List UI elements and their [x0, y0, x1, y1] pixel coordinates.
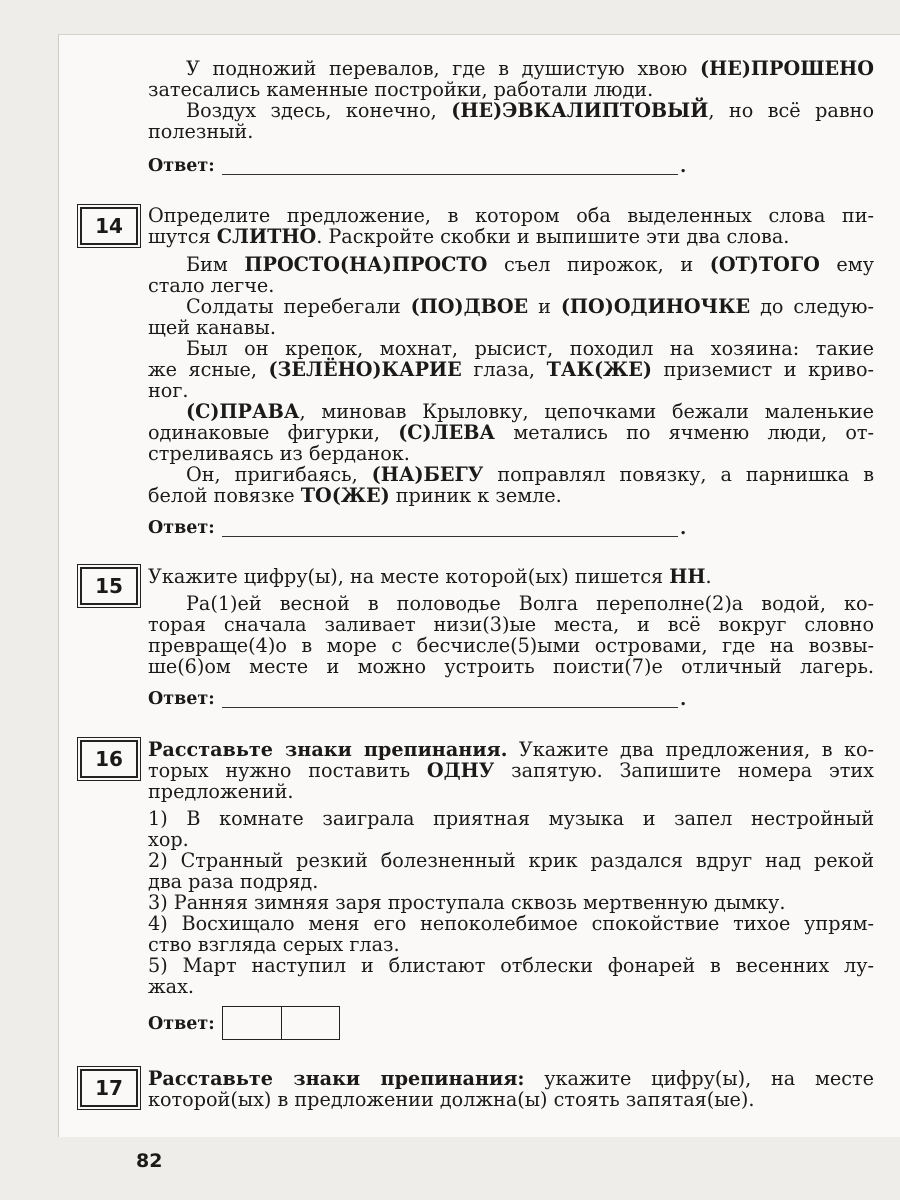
- q16-task-line-2: торых нужно поставить ОДНУ запятую. Запишите номера этих: [148, 759, 874, 782]
- q14-sentence-1-line-2: стало легче.: [148, 274, 275, 297]
- q15-answer-line[interactable]: [222, 707, 678, 708]
- q14-task-line-1: Определите предложение, в котором оба выделенных слова пи-: [148, 204, 874, 227]
- page-number: 82: [136, 1150, 163, 1172]
- q15-answer-label: Ответ:: [148, 689, 215, 709]
- question-16-number-box: 16: [80, 740, 138, 778]
- q13-answer-label: Ответ:: [148, 156, 215, 176]
- q14-sentence-1-line-1: Бим ПРОСТО(НА)ПРОСТО съел пирожок, и (ОТ)ТОГО ему: [186, 253, 875, 276]
- q15-text-line-4: ше(6)ом месте и можно устроить поисти(7)е отличный лагерь.: [148, 655, 874, 678]
- q16-option-4-line-2: ство взгляда серых глаз.: [148, 933, 400, 956]
- q14-answer-line[interactable]: [222, 536, 678, 537]
- q16-option-5-line-1: 5) Март наступил и блистают отблески фонарей в весенних лу-: [148, 954, 874, 977]
- q15-answer-period: .: [680, 689, 687, 710]
- question-14-number-box: 14: [80, 207, 138, 245]
- q13-answer-period: .: [680, 156, 687, 177]
- q15-text-line-3: превраще(4)о в море с бесчисле(5)ыми островами, где на возвы-: [148, 634, 874, 657]
- q14-sentence-3-line-2: же ясные, (ЗЕЛЁНО)КАРИЕ глаза, ТАК(ЖЕ) приземист и криво-: [148, 358, 874, 381]
- q17-task-line-1: Расставьте знаки препинания: укажите цифру(ы), на месте: [148, 1067, 875, 1090]
- q16-option-2-line-1: 2) Странный резкий болезненный крик раздался вдруг над рекой: [148, 849, 874, 872]
- q14-sentence-5-line-1: Он, пригибаясь, (НА)БЕГУ поправлял повязку, а парнишка в: [186, 463, 875, 486]
- q14-sentence-2-line-1: Солдаты перебегали (ПО)ДВОЕ и (ПО)ОДИНОЧКЕ до следую-: [186, 295, 874, 318]
- q15-task: Укажите цифру(ы), на месте которой(ых) пишется НН.: [148, 565, 712, 588]
- q16-option-4-line-1: 4) Восхищало меня его непоколебимое спокойствие тихое упрям-: [148, 912, 874, 935]
- q13-answer-line[interactable]: [222, 174, 678, 175]
- q16-option-1-line-2: хор.: [148, 828, 189, 851]
- q15-text-line-2: торая сначала заливает низи(3)ые места, и всё вокруг словно: [148, 613, 874, 636]
- q15-text-line-1: Ра(1)ей весной в половодье Волга переполне(2)а водой, ко-: [186, 592, 874, 615]
- q16-option-1-line-1: 1) В комнате заиграла приятная музыка и запел нестройный: [148, 807, 874, 830]
- question-17-number-box: 17: [80, 1069, 138, 1107]
- question-15-number-box: 15: [80, 567, 138, 605]
- q13-sentence-1-line-2: затесались каменные постройки, работали люди.: [148, 78, 654, 101]
- q13-sentence-1-line-1: У подножий перевалов, где в душистую хвою (НЕ)ПРОШЕНО: [186, 57, 874, 80]
- q14-sentence-3-line-3: ног.: [148, 379, 189, 402]
- q16-answer-cell-1[interactable]: [223, 1007, 282, 1039]
- q14-sentence-3-line-1: Был он крепок, мохнат, рысист, походил на хозяина: такие: [186, 337, 874, 360]
- q13-sentence-2-line-1: Воздух здесь, конечно, (НЕ)ЭВКАЛИПТОВЫЙ, но всё равно: [186, 99, 874, 122]
- q16-option-2-line-2: два раза подряд.: [148, 870, 319, 893]
- q14-answer-period: .: [680, 518, 687, 539]
- q14-task-line-2: шутся СЛИТНО. Раскройте скобки и выпишите эти два слова.: [148, 225, 790, 248]
- q16-answer-grid: [222, 1006, 340, 1040]
- q16-option-3: 3) Ранняя зимняя заря проступала сквозь мертвенную дымку.: [148, 891, 786, 914]
- q14-sentence-4-line-1: (С)ПРАВА, миновав Крыловку, цепочками бежали маленькие: [186, 400, 874, 423]
- q14-answer-label: Ответ:: [148, 518, 215, 538]
- q14-sentence-2-line-2: щей канавы.: [148, 316, 276, 339]
- q13-sentence-2-line-2: полезный.: [148, 120, 254, 143]
- q16-answer-label: Ответ:: [148, 1014, 215, 1034]
- q16-option-5-line-2: жах.: [148, 975, 195, 998]
- q16-answer-cell-2[interactable]: [281, 1007, 339, 1039]
- q16-task-line-1: Расставьте знаки препинания. Укажите два предложения, в ко-: [148, 738, 874, 761]
- q14-sentence-5-line-2: белой повязке ТО(ЖЕ) приник к земле.: [148, 484, 562, 507]
- q14-sentence-4-line-2: одинаковые фигурки, (С)ЛЕВА метались по ячменю люди, от-: [148, 421, 874, 444]
- q14-sentence-4-line-3: стреливаясь из берданок.: [148, 442, 410, 465]
- q17-task-line-2: которой(ых) в предложении должна(ы) стоять запятая(ые).: [148, 1088, 755, 1111]
- q16-task-line-3: предложений.: [148, 780, 294, 803]
